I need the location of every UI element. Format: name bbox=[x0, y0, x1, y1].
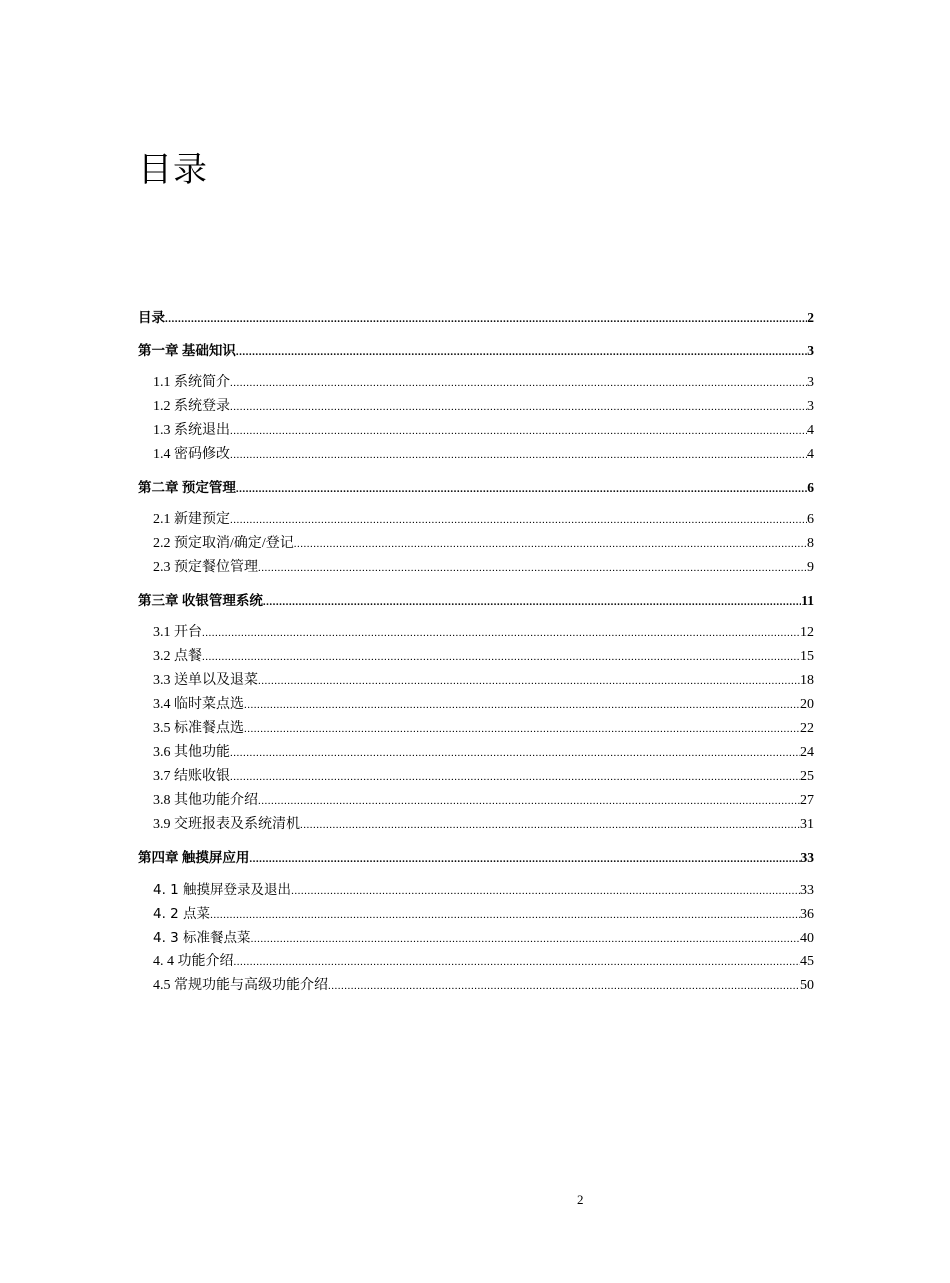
toc-leader-dots bbox=[236, 340, 807, 364]
toc-leader-dots bbox=[328, 974, 800, 998]
toc-leader-dots bbox=[244, 717, 800, 741]
toc-entry-page: 9 bbox=[807, 560, 814, 575]
toc-entry-label: 3.9 交班报表及系统清机 bbox=[153, 817, 300, 832]
toc-entry-page: 3 bbox=[807, 343, 814, 358]
toc-entry-page: 12 bbox=[800, 625, 814, 640]
toc-entry-page: 2 bbox=[807, 310, 814, 325]
toc-leader-dots bbox=[230, 508, 807, 532]
toc-entry-label: 1.2 系统登录 bbox=[153, 399, 230, 414]
toc-entry-chapter-2[interactable] bbox=[138, 476, 814, 500]
toc-entry-section[interactable] bbox=[138, 443, 814, 467]
toc-entry-section[interactable] bbox=[138, 371, 814, 395]
toc-leader-dots bbox=[258, 669, 800, 693]
toc-entry-label: 3.8 其他功能介绍 bbox=[153, 793, 258, 808]
toc-entry-section[interactable] bbox=[138, 669, 814, 693]
toc-entry-section[interactable] bbox=[138, 878, 814, 902]
table-of-contents bbox=[138, 306, 814, 998]
toc-entry-section[interactable] bbox=[138, 693, 814, 717]
toc-entry-section[interactable] bbox=[138, 621, 814, 645]
toc-entry-label: 3.5 标准餐点选 bbox=[153, 721, 244, 736]
toc-leader-dots bbox=[202, 645, 800, 669]
page-title: 目录 bbox=[138, 150, 208, 190]
toc-entry-label: 3.4 临时菜点选 bbox=[153, 697, 244, 712]
toc-leader-dots bbox=[210, 903, 800, 927]
toc-entry-label: 3.3 送单以及退菜 bbox=[153, 673, 258, 688]
toc-entry-page: 4 bbox=[807, 447, 814, 462]
toc-entry-chapter-1[interactable] bbox=[138, 339, 814, 363]
toc-entry-page: 33 bbox=[800, 850, 814, 865]
toc-entry-label: 第四章 触摸屏应用 bbox=[138, 850, 250, 865]
toc-entry-label: 目录 bbox=[138, 310, 165, 325]
toc-entry-label: 第一章 基础知识 bbox=[138, 343, 236, 358]
toc-entry-contents[interactable] bbox=[138, 306, 814, 330]
toc-entry-page: 6 bbox=[807, 512, 814, 527]
toc-entry-section[interactable] bbox=[138, 950, 814, 974]
toc-entry-section[interactable] bbox=[138, 717, 814, 741]
toc-entry-label: 4. 3 标准餐点菜 bbox=[153, 930, 251, 946]
toc-entry-page: 25 bbox=[800, 769, 814, 784]
toc-entry-page: 3 bbox=[807, 399, 814, 414]
toc-leader-dots bbox=[230, 419, 807, 443]
toc-entry-page: 31 bbox=[800, 817, 814, 832]
toc-entry-page: 15 bbox=[800, 649, 814, 664]
toc-entry-page: 24 bbox=[800, 745, 814, 760]
toc-entry-label: 1.3 系统退出 bbox=[153, 423, 230, 438]
toc-leader-dots bbox=[165, 307, 807, 331]
toc-entry-page: 36 bbox=[800, 907, 814, 922]
toc-entry-label: 第二章 预定管理 bbox=[138, 480, 236, 495]
toc-entry-label: 3.7 结账收银 bbox=[153, 769, 230, 784]
toc-entry-section[interactable] bbox=[138, 974, 814, 998]
toc-entry-section[interactable] bbox=[138, 902, 814, 926]
toc-entry-page: 45 bbox=[800, 954, 814, 969]
toc-entry-page: 11 bbox=[801, 593, 814, 608]
toc-entry-page: 3 bbox=[807, 375, 814, 390]
toc-entry-label: 1.4 密码修改 bbox=[153, 447, 230, 462]
toc-leader-dots bbox=[230, 765, 800, 789]
toc-leader-dots bbox=[202, 621, 800, 645]
toc-entry-label: 4.5 常规功能与高级功能介绍 bbox=[153, 978, 328, 993]
toc-entry-label: 第三章 收银管理系统 bbox=[138, 593, 263, 608]
toc-leader-dots bbox=[258, 789, 800, 813]
toc-entry-label: 3.2 点餐 bbox=[153, 649, 202, 664]
toc-entry-page: 8 bbox=[807, 536, 814, 551]
toc-entry-label: 2.3 预定餐位管理 bbox=[153, 560, 258, 575]
toc-leader-dots bbox=[236, 477, 807, 501]
toc-entry-section[interactable] bbox=[138, 741, 814, 765]
toc-entry-page: 40 bbox=[800, 931, 814, 946]
toc-entry-page: 22 bbox=[800, 721, 814, 736]
toc-entry-section[interactable] bbox=[138, 556, 814, 580]
toc-leader-dots bbox=[230, 741, 800, 765]
toc-entry-section[interactable] bbox=[138, 395, 814, 419]
toc-leader-dots bbox=[230, 371, 807, 395]
toc-entry-page: 20 bbox=[800, 697, 814, 712]
toc-entry-label: 2.2 预定取消/确定/登记 bbox=[153, 536, 294, 551]
toc-entry-page: 4 bbox=[807, 423, 814, 438]
toc-entry-page: 18 bbox=[800, 673, 814, 688]
toc-entry-chapter-3[interactable] bbox=[138, 589, 814, 613]
toc-entry-page: 27 bbox=[800, 793, 814, 808]
toc-entry-label: 4. 2 点菜 bbox=[153, 906, 211, 922]
toc-entry-page: 6 bbox=[807, 480, 814, 495]
toc-entry-section[interactable] bbox=[138, 765, 814, 789]
toc-leader-dots bbox=[234, 950, 801, 974]
toc-entry-section[interactable] bbox=[138, 508, 814, 532]
toc-leader-dots bbox=[230, 443, 807, 467]
toc-entry-section[interactable] bbox=[138, 645, 814, 669]
toc-entry-section[interactable] bbox=[138, 813, 814, 837]
toc-entry-label: 4. 4 功能介绍 bbox=[153, 954, 234, 969]
toc-entry-section[interactable] bbox=[138, 789, 814, 813]
toc-entry-section[interactable] bbox=[138, 419, 814, 443]
toc-entry-section[interactable] bbox=[138, 532, 814, 556]
toc-leader-dots bbox=[230, 395, 807, 419]
toc-entry-chapter-4[interactable] bbox=[138, 846, 814, 870]
toc-entry-label: 3.1 开台 bbox=[153, 625, 202, 640]
toc-leader-dots bbox=[294, 532, 807, 556]
toc-leader-dots bbox=[244, 693, 800, 717]
toc-entry-label: 2.1 新建预定 bbox=[153, 512, 230, 527]
toc-entry-page: 33 bbox=[800, 883, 814, 898]
toc-leader-dots bbox=[258, 556, 807, 580]
toc-entry-label: 3.6 其他功能 bbox=[153, 745, 230, 760]
toc-leader-dots bbox=[300, 813, 800, 837]
toc-leader-dots bbox=[249, 847, 800, 871]
toc-leader-dots bbox=[251, 927, 800, 951]
toc-leader-dots bbox=[263, 590, 801, 614]
toc-entry-label: 4. 1 触摸屏登录及退出 bbox=[153, 882, 292, 898]
page-number: 2 bbox=[577, 1192, 584, 1207]
toc-entry-label: 1.1 系统简介 bbox=[153, 375, 230, 390]
toc-leader-dots bbox=[291, 879, 800, 903]
toc-entry-section[interactable] bbox=[138, 926, 814, 950]
toc-entry-page: 50 bbox=[800, 978, 814, 993]
